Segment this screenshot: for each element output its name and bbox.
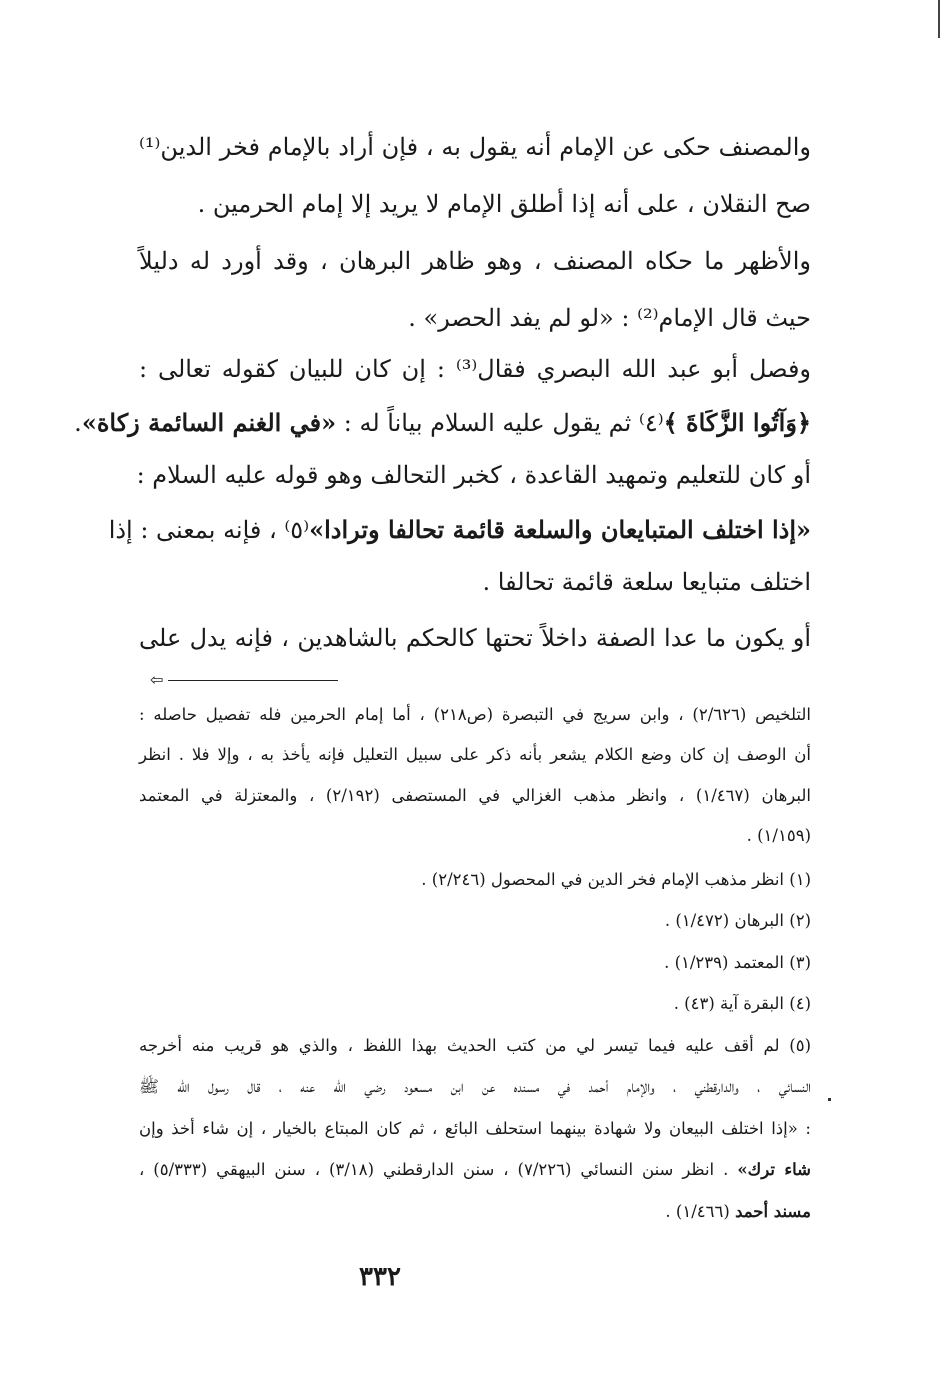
footnote-continued-line-2: أن الوصف إن كان وضع الكلام يشعر بأنه ذكر على سبيل التعليل فإنه يأخذ به ، وإلا فلا . انظر: [139, 745, 811, 764]
line-6-end: .: [74, 409, 82, 437]
footnote-5-line-4-rest: . انظر سنن النسائي (٧/٢٢٦) ، سنن الدارقطني (٣/١٨) ، سنن البيهقي (٥/٣٣٣) ،: [139, 1160, 738, 1179]
footnote-continued-line-4: (١/١٥٩) .: [746, 826, 811, 845]
margin-speck: [828, 1098, 831, 1101]
footnote-continued-line-3: البرهان (١/٤٦٧) ، وانظر مذهب الغزالي في المستصفى (٢/١٩٢) ، والمعتزلة في المعتمد: [139, 786, 811, 805]
quran-verse: ﴿وَآتُوا الزَّكَاةَ ﴾: [663, 408, 811, 437]
footnote-5-line-5-rest: (١/٤٦٦) .: [665, 1202, 736, 1221]
footnote-5-line-1: (٥) لم أقف عليه فيما تيسر لي من كتب الحديث بهذا اللفظ ، والذي هو قريب منه أخرجه: [139, 1036, 811, 1055]
footnote-continued-line-1: التلخيص (٢/٦٢٦) ، وابن سريج في التبصرة (ص٢١٨) ، أما إمام الحرمين فله تفصيل حاصله :: [139, 705, 811, 724]
main-text-line-1: والمصنف حكى عن الإمام أنه يقول به ، فإن أراد بالإمام فخر الدين⁽¹⁾: [139, 133, 811, 161]
line-8-rest: ⁽٥⁾ ، فإنه بمعنى : إذا: [108, 516, 310, 544]
footnote-5-line-4: [139, 1160, 811, 1179]
main-text-line-10: أو يكون ما عدا الصفة داخلاً تحتها كالحكم بالشاهدين ، فإنه يدل على: [139, 624, 811, 652]
footnote-3: (٣) المعتمد (١/٢٣٩) .: [664, 953, 811, 972]
footnote-1: (١) انظر مذهب الإمام فخر الدين في المحصول (٢/٢٤٦) .: [421, 870, 811, 889]
main-text-line-5: وفصل أبو عبد الله البصري فقال⁽³⁾ : إن كان للبيان كقوله تعالى :: [139, 355, 812, 383]
footnote-bold-shaa-tarak: شاء ترك»: [737, 1160, 811, 1179]
hadith-quote-tahaluf: «إذا اختلف المتبايعان والسلعة قائمة تحالفا وترادا»: [309, 515, 811, 544]
footnote-4: (٤) البقرة آية (٤٣) .: [673, 994, 811, 1013]
continuation-arrow-icon: ⇦: [150, 670, 164, 689]
hadith-quote-zakat: «في الغنم السائمة زكاة»: [81, 408, 337, 437]
main-text-line-2: صح النقلان ، على أنه إذا أطلق الإمام لا يريد إلا إمام الحرمين .: [197, 190, 811, 218]
footnote-bold-musnad: مسند أحمد: [735, 1202, 811, 1221]
main-text-line-9: اختلف متبايعا سلعة قائمة تحالفا .: [482, 568, 811, 596]
main-text-line-7: أو كان للتعليم وتمهيد القاعدة ، كخبر التحالف وهو قوله عليه السلام :: [136, 461, 811, 489]
main-text-line-6: [74, 408, 811, 437]
edge-mark: [938, 0, 940, 38]
page-number: ٣٣٢: [359, 1262, 401, 1292]
main-text-line-4: حيث قال الإمام⁽²⁾ : «لو لم يفد الحصر» .: [408, 304, 811, 332]
footnote-5-line-5: [139, 1202, 811, 1221]
footnote-divider: [168, 680, 338, 681]
footnote-2: (٢) البرهان (١/٤٧٢) .: [664, 911, 811, 930]
main-text-line-8: [108, 515, 811, 544]
footnote-5-line-3: : «إذا اختلف البيعان ولا شهادة بينهما استحلف البائع ، ثم كان المبتاع بالخيار ، إن شاء أخذ وإن: [139, 1119, 811, 1138]
main-text-line-3: والأظهر ما حكاه المصنف ، وهو ظاهر البرهان ، وقد أورد له دليلاً: [139, 247, 811, 275]
footnote-5-line-2: النسائي ، والدارقطني ، والإمام أحمد في مسنده عن ابن مسعود رضي الله عنه ، قال رسول الله ﷺ: [139, 1077, 811, 1096]
line-6-middle: ⁽٤⁾ ثم يقول عليه السلام بياناً له :: [336, 409, 664, 437]
